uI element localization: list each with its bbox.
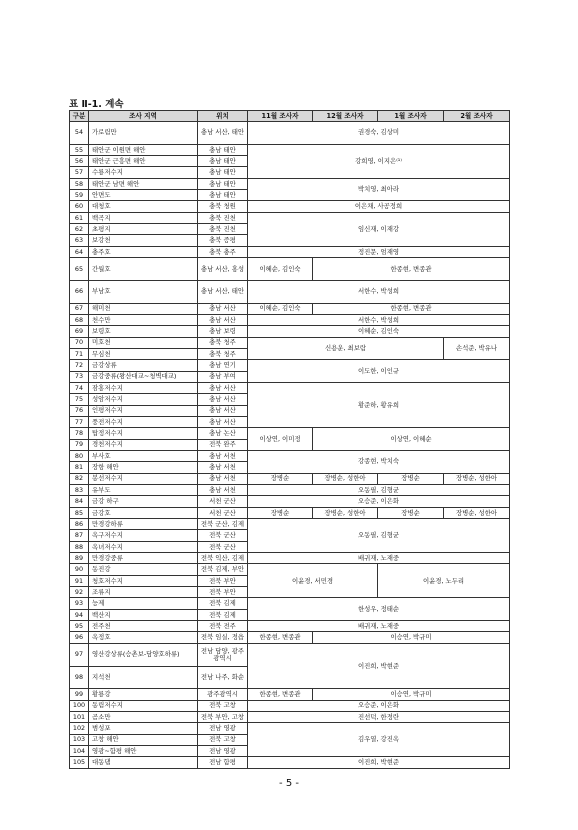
row-number: 92 (70, 587, 89, 598)
table-row (70, 246, 510, 257)
surveyor-cell: 이상연, 이혜순 (313, 428, 510, 451)
survey-site: 보강천 (89, 235, 198, 246)
table-row (70, 485, 510, 496)
row-number: 86 (70, 519, 89, 530)
row-number: 56 (70, 156, 89, 167)
row-number: 88 (70, 541, 89, 552)
row-number: 100 (70, 700, 89, 711)
row-number: 57 (70, 167, 89, 178)
surveyor-cell: 박치영, 최아라 (248, 178, 510, 201)
row-number: 90 (70, 564, 89, 575)
row-number: 73 (70, 371, 89, 382)
surveyor-cell: 정진문, 엄재영 (248, 246, 510, 257)
site-location: 충남 논산 (198, 428, 248, 439)
table-row (70, 700, 510, 711)
survey-site: 태안군 근흥면 해안 (89, 156, 198, 167)
survey-site: 장항 해안 (89, 462, 198, 473)
surveyor-cell: 장병순, 성한아 (444, 507, 510, 518)
header-no: 구분 (70, 111, 89, 122)
survey-site: 대동댐 (89, 757, 198, 768)
survey-site: 동진강 (89, 564, 198, 575)
table-row (70, 212, 510, 223)
row-number: 95 (70, 621, 89, 632)
survey-site: 대청호 (89, 201, 198, 212)
table-row (70, 473, 510, 484)
site-location: 충남 서천 (198, 462, 248, 473)
survey-site: 옥구저수지 (89, 530, 198, 541)
site-location: 전북 고창 (198, 700, 248, 711)
survey-site: 풍전저수지 (89, 416, 198, 427)
site-location: 전남 영광 (198, 723, 248, 734)
site-location: 충북 청주 (198, 348, 248, 359)
row-number: 59 (70, 190, 89, 201)
site-location: 충남 태안 (198, 178, 248, 189)
row-number: 80 (70, 450, 89, 461)
surveyor-cell: 오승준, 이은화 (248, 700, 510, 711)
table-row (70, 598, 510, 609)
survey-site: 황룡강 (89, 689, 198, 700)
site-location: 충남 연기 (198, 360, 248, 371)
row-number: 58 (70, 178, 89, 189)
row-number: 85 (70, 507, 89, 518)
survey-site: 잠홍저수지 (89, 382, 198, 393)
survey-site: 청호저수지 (89, 575, 198, 586)
site-location: 전북 군산 (198, 530, 248, 541)
surveyor-cell: 장병순, 성한아 (313, 473, 378, 484)
row-number: 97 (70, 643, 89, 666)
surveyor-cell: 임신재, 이재강 (248, 212, 510, 246)
surveyor-cell: 신용운, 최보람 (248, 337, 444, 360)
surveyor-cell: 배귀재, 노재중 (248, 553, 510, 564)
row-number: 87 (70, 530, 89, 541)
table-row (70, 122, 510, 145)
survey-site: 가로림만 (89, 122, 198, 145)
row-number: 102 (70, 723, 89, 734)
site-location: 충북 청원 (198, 201, 248, 212)
row-number: 104 (70, 745, 89, 756)
table-row (70, 314, 510, 325)
survey-site: 해미천 (89, 303, 198, 314)
surveyor-cell: 한종현, 변종관 (313, 258, 510, 281)
table-row (70, 258, 510, 281)
row-number: 78 (70, 428, 89, 439)
surveyor-cell: 이승연, 박규미 (313, 689, 510, 700)
row-number: 54 (70, 122, 89, 145)
site-location: 전북 김제 (198, 598, 248, 609)
header-location: 위치 (198, 111, 248, 122)
site-location: 충남 태안 (198, 190, 248, 201)
site-location: 충남 태안 (198, 156, 248, 167)
survey-site: 봉선저수지 (89, 473, 198, 484)
site-location: 충남 부여 (198, 371, 248, 382)
site-location: 전북 전주 (198, 621, 248, 632)
surveyor-cell: 권경숙, 김상미 (248, 122, 510, 145)
table-row (70, 303, 510, 314)
row-number: 64 (70, 246, 89, 257)
surveyor-cell: 배귀재, 노재중 (248, 621, 510, 632)
survey-site: 옥정호 (89, 632, 198, 643)
site-location: 전남 담양, 광주광역시 (198, 643, 248, 666)
row-number: 98 (70, 666, 89, 689)
table-row (70, 280, 510, 303)
survey-site: 조류지 (89, 587, 198, 598)
row-number: 75 (70, 394, 89, 405)
row-number: 68 (70, 314, 89, 325)
table-row (70, 496, 510, 507)
row-number: 83 (70, 485, 89, 496)
surveyor-cell: 이승연, 박규미 (313, 632, 510, 643)
surveyor-cell: 한종현, 변종관 (248, 689, 313, 700)
surveyor-cell: 장병순 (378, 507, 444, 518)
row-number: 76 (70, 405, 89, 416)
header-january: 1월 조사자 (378, 111, 444, 122)
surveyor-cell: 장병순, 성한아 (444, 473, 510, 484)
survey-site: 초평지 (89, 224, 198, 235)
site-location: 전북 군산, 김제 (198, 519, 248, 530)
survey-site: 금강호 (89, 507, 198, 518)
site-location: 전북 부안 (198, 587, 248, 598)
row-number: 89 (70, 553, 89, 564)
surveyor-cell: 이진희, 박현준 (248, 643, 510, 688)
site-location: 충남 서산 (198, 314, 248, 325)
table-row (70, 178, 510, 189)
row-number: 65 (70, 258, 89, 281)
survey-site: 간월호 (89, 258, 198, 281)
site-location: 전북 김제 (198, 609, 248, 620)
survey-site: 유부도 (89, 485, 198, 496)
surveyor-cell: 오승준, 이은화 (248, 496, 510, 507)
row-number: 69 (70, 326, 89, 337)
survey-site: 천수만 (89, 314, 198, 325)
site-location: 충남 서산 (198, 416, 248, 427)
surveyor-cell: 이혜순, 김인숙 (248, 258, 313, 281)
table-header-row (70, 111, 510, 122)
site-location: 충북 진천 (198, 212, 248, 223)
table-row (70, 689, 510, 700)
site-location: 충남 서천 (198, 450, 248, 461)
survey-site: 금강중류(왕산대교~청벽대교) (89, 371, 198, 382)
surveyor-cell: 오동필, 김형균 (248, 485, 510, 496)
survey-site: 무심천 (89, 348, 198, 359)
row-number: 91 (70, 575, 89, 586)
header-november: 11월 조사자 (248, 111, 313, 122)
row-number: 71 (70, 348, 89, 359)
site-location: 충남 서산, 태안 (198, 122, 248, 145)
table-row (70, 564, 510, 575)
table-row (70, 201, 510, 212)
survey-site: 태안군 남면 해안 (89, 178, 198, 189)
site-location: 충남 태안 (198, 144, 248, 155)
site-location: 충남 서산, 홍성 (198, 258, 248, 281)
survey-site: 지석천 (89, 666, 198, 689)
survey-site: 부사호 (89, 450, 198, 461)
surveyor-table (69, 110, 510, 769)
surveyor-cell: 진선덕, 한정란 (248, 711, 510, 722)
site-location: 서천 군산 (198, 496, 248, 507)
row-number: 62 (70, 224, 89, 235)
table-row (70, 723, 510, 734)
table-row (70, 428, 510, 439)
survey-site: 만경강중류 (89, 553, 198, 564)
surveyor-cell: 오동필, 김형균 (248, 519, 510, 553)
site-location: 충남 서산 (198, 303, 248, 314)
survey-site: 금강상류 (89, 360, 198, 371)
site-location: 전남 나주, 화순 (198, 666, 248, 689)
site-location: 전북 완주 (198, 439, 248, 450)
table-row (70, 621, 510, 632)
survey-site: 범성포 (89, 723, 198, 734)
site-location: 전북 부안, 고창 (198, 711, 248, 722)
surveyor-cell: 이혜순, 김인숙 (248, 303, 313, 314)
site-location: 충남 서산 (198, 382, 248, 393)
row-number: 63 (70, 235, 89, 246)
survey-site: 금강 하구 (89, 496, 198, 507)
row-number: 79 (70, 439, 89, 450)
survey-site: 미호천 (89, 337, 198, 348)
site-location: 전남 함평 (198, 757, 248, 768)
survey-site: 충주호 (89, 246, 198, 257)
header-february: 2월 조사자 (444, 111, 510, 122)
survey-site: 고창 해안 (89, 734, 198, 745)
header-site: 조사 지역 (89, 111, 198, 122)
surveyor-cell: 장병순 (378, 473, 444, 484)
table-row (70, 144, 510, 155)
row-number: 72 (70, 360, 89, 371)
row-number: 101 (70, 711, 89, 722)
survey-site: 전주천 (89, 621, 198, 632)
surveyor-cell: 이윤경, 노두리 (378, 564, 510, 598)
site-location: 전북 김제, 부안 (198, 564, 248, 575)
table-row (70, 757, 510, 768)
site-location: 전북 익산, 김제 (198, 553, 248, 564)
row-number: 67 (70, 303, 89, 314)
survey-site: 영광~함평 해안 (89, 745, 198, 756)
table-row (70, 553, 510, 564)
surveyor-cell: 황준하, 황유희 (248, 382, 510, 427)
surveyor-cell: 강종현, 박치숙 (248, 450, 510, 473)
survey-site: 옥녀저수지 (89, 541, 198, 552)
table-body (70, 122, 510, 769)
row-number: 103 (70, 734, 89, 745)
table-row (70, 643, 510, 666)
table-row (70, 711, 510, 722)
surveyor-cell: 이윤경, 서민경 (248, 564, 378, 598)
header-december: 12월 조사자 (313, 111, 378, 122)
site-location: 충북 증평 (198, 235, 248, 246)
survey-site: 곰소만 (89, 711, 198, 722)
survey-site: 부남호 (89, 280, 198, 303)
survey-site: 인평저수지 (89, 405, 198, 416)
site-location: 전북 부안 (198, 575, 248, 586)
surveyor-cell: 장병순 (248, 507, 313, 518)
site-location: 충남 보령 (198, 326, 248, 337)
row-number: 81 (70, 462, 89, 473)
surveyor-cell: 강희영, 이지은⁽¹⁾ (248, 144, 510, 178)
site-location: 전북 임실, 정읍 (198, 632, 248, 643)
site-location: 충남 서천 (198, 473, 248, 484)
table-row (70, 360, 510, 371)
site-location: 충남 서천 (198, 485, 248, 496)
table-row (70, 519, 510, 530)
survey-site: 영산강상류(승촌보-담양호하류) (89, 643, 198, 666)
site-location: 광주광역시 (198, 689, 248, 700)
table-row (70, 507, 510, 518)
surveyor-cell: 한종현, 변종관 (248, 632, 313, 643)
survey-site: 백곡지 (89, 212, 198, 223)
row-number: 84 (70, 496, 89, 507)
site-location: 충남 서산 (198, 394, 248, 405)
surveyor-cell: 김우열, 강진옥 (248, 723, 510, 757)
table-caption: 표 Ⅱ-1. 계속 (69, 99, 124, 110)
site-location: 전북 군산 (198, 541, 248, 552)
row-number: 93 (70, 598, 89, 609)
surveyor-cell: 장병순, 성한아 (313, 507, 378, 518)
site-location: 충북 청주 (198, 337, 248, 348)
table-row (70, 632, 510, 643)
row-number: 105 (70, 757, 89, 768)
row-number: 60 (70, 201, 89, 212)
row-number: 66 (70, 280, 89, 303)
site-location: 전남 영광 (198, 745, 248, 756)
survey-site: 탑정저수지 (89, 428, 198, 439)
survey-site: 백산지 (89, 609, 198, 620)
table-row (70, 450, 510, 461)
row-number: 99 (70, 689, 89, 700)
survey-site: 수룡저수지 (89, 167, 198, 178)
survey-site: 동림저수지 (89, 700, 198, 711)
table-row (70, 337, 510, 348)
row-number: 74 (70, 382, 89, 393)
row-number: 61 (70, 212, 89, 223)
surveyor-cell: 서한수, 박성희 (248, 280, 510, 303)
row-number: 96 (70, 632, 89, 643)
site-location: 전북 고창 (198, 734, 248, 745)
page-number: - 5 - (279, 778, 299, 789)
site-location: 충남 서산, 태안 (198, 280, 248, 303)
surveyor-cell: 한종현, 변종관 (313, 303, 510, 314)
surveyor-cell: 서한수, 박성희 (248, 314, 510, 325)
table-row (70, 382, 510, 393)
survey-site: 만경강하류 (89, 519, 198, 530)
surveyor-cell: 이혜순, 김인숙 (248, 326, 510, 337)
surveyor-cell: 이은채, 사공정희 (248, 201, 510, 212)
surveyor-cell: 손석준, 박유나 (444, 337, 510, 360)
survey-site: 태안군 이원면 해안 (89, 144, 198, 155)
table-row (70, 326, 510, 337)
survey-site: 보령호 (89, 326, 198, 337)
site-location: 서천 군산 (198, 507, 248, 518)
survey-site: 경천저수지 (89, 439, 198, 450)
surveyor-cell: 이진희, 박현준 (248, 757, 510, 768)
survey-site: 능제 (89, 598, 198, 609)
row-number: 82 (70, 473, 89, 484)
surveyor-cell: 이도한, 이인규 (248, 360, 510, 383)
surveyor-cell: 이상연, 이미정 (248, 428, 313, 451)
site-location: 충북 진천 (198, 224, 248, 235)
site-location: 충남 태안 (198, 167, 248, 178)
row-number: 55 (70, 144, 89, 155)
row-number: 77 (70, 416, 89, 427)
row-number: 70 (70, 337, 89, 348)
row-number: 94 (70, 609, 89, 620)
site-location: 충남 서산 (198, 405, 248, 416)
survey-site: 성암저수지 (89, 394, 198, 405)
site-location: 충북 충주 (198, 246, 248, 257)
surveyor-cell: 한성우, 정태순 (248, 598, 510, 621)
surveyor-cell: 장병순 (248, 473, 313, 484)
survey-site: 안면도 (89, 190, 198, 201)
